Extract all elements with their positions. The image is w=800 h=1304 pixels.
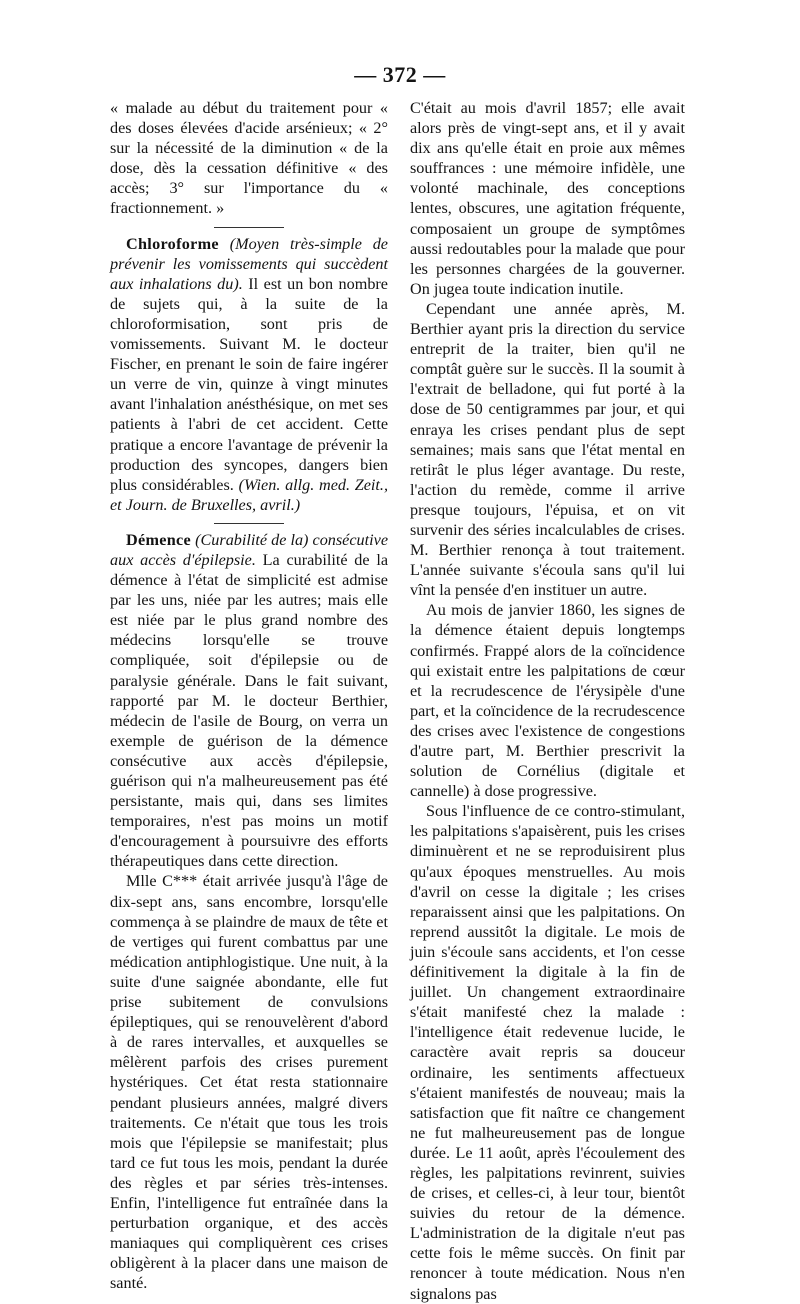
paragraph: C'était au mois d'avril 1857; elle avait alors près de vingt-sept ans, et il y avait dix ans qu'elle était en proie aux mêmes souffrances : une mémoire infidèle, une volonté machinale, des conceptions lentes, obscures, une agitation fréquente, composaient un groupe de symptômes aussi redoutables pour la malade que pour les personnes chargées de la gouverner. On jugea toute indication inutile. [410,99,685,298]
case-paragraph: Mlle C*** était arrivée jusqu'à l'âge de dix-sept ans, sans encombre, lorsqu'elle commença à se plaindre de maux de tête et de vertiges qui furent combattus par une médication antiphlogistique. Une nuit, à la suite d'une saignée abondante, elle fut prise subitement de convulsions épileptiques, qui se renouvelèrent d'abord à de rares intervalles, et auxquelles se mêlèrent parfois des crises purement hystériques. Cet état resta stationnaire pendant plusieurs années, malgré divers traitements. Ce n'était que tous les trois mois que l'épilepsie se manifestait; plus tard ce fut tous les mois, pendant la durée des règles et par séries très-intenses. Enfin, l'intelligence fut entraînée dans la perturbation organique, et des accès maniaques qui compliquèrent ces crises obligèrent à la placer dans une maison de santé. [110,872,388,1293]
paragraph: Au mois de janvier 1860, les signes de la démence étaient depuis longtemps confirmés. Frappé alors de la coïncidence qui existait entre les palpitations de cœur et la recrudescence de l'érysipèle d'une part, et la coïncidence de la recrudescence des crises avec l'existence de congestions d'autre part, M. Berthier prescrivit la solution de Cornélius (digitale et cannelle) à dose progressive. [410,601,685,801]
section-heading: Chloroforme [126,234,219,253]
section-chloroforme [110,234,388,515]
section-divider [214,523,284,524]
section-demence [110,530,388,872]
section-heading: Démence [126,530,192,549]
source-citation: (Wien. allg. med. Zeit., et Journ. de Bruxelles, avril.) [110,475,389,514]
section-body: La curabilité de la démence à l'état de simplicité est admise par les uns, niée par les autres; mais elle est niée par le plus grand nombre des médecins lorsqu'elle se trouve compliquée, soit d'épilepsie ou de paralysie générale. Dans le fait suivant, rapporté par M. le docteur Berthier, médecin de l'asile de Bourg, on verra un exemple de guérison de la démence consécutive aux accès d'épilepsie, guérison qui n'a malheureusement pas été persistante, mais qui, dans ses limites temporaires, n'est pas moins un motif d'encouragement à poursuivre des efforts thérapeutiques dans cette direction. [110,550,388,871]
right-column [410,98,685,1304]
page-number: — 372 — [354,62,446,87]
quote-text: « malade au début du traitement pour « des doses élevées d'acide arsénieux; « 2° sur la nécessité de la diminution « de la dose, dès la cessation définitive « des accès; 3° sur l'importance du « fractionnement. » [110,99,388,218]
section-divider [214,227,284,228]
paragraph: Cependant une année après, M. Berthier ayant pris la direction du service entreprit de la traiter, bien qu'il ne comptât guère sur le succès. Il la soumit à l'extrait de belladone, qui fut porté à la dose de 50 centigrammes par jour, et qui enraya les crises pendant plus de sept semaines; mais sans que l'état mental en retirât le plus léger avantage. Du reste, l'action du remède, comme il arrive presque toujours, l'épuisa, et on vit survenir des séries incalculables de crises. M. Berthier renonça à tout traitement. L'année suivante s'écoula sans qu'il lui vînt la pensée d'en instituer un autre. [410,299,685,600]
section-subtitle: (Moyen très-simple de prévenir les vomissements qui succèdent aux inhalations du). [110,234,388,293]
paragraph: Sous l'influence de ce contro-stimulant, les palpitations s'apaisèrent, puis les crises diminuèrent et ne se reproduisirent plus qu'aux époques menstruelles. Au mois d'avril on cesse la digitale ; les crises reparaissent ainsi que les palpitations. On reprend aussitôt la digitale. Le mois de juin s'écoule sans accidents, et l'on cesse définitivement la digitale à la fin de juillet. Un changement extraordinaire s'était manifesté chez la malade : l'intelligence était redevenue lucide, le caractère avait repris sa douceur ordinaire, les sentiments affectueux s'étaient manifestés de nouveau; mais la satisfaction que fit naître ce changement ne fut malheureusement pas de longue durée. Le 11 août, après l'écoulement des règles, les palpitations revinrent, suivies de crises, et celles-ci, à leur tour, bientôt suivies du retour de la démence. L'administration de la digitale n'eut pas cette fois le même succès. On finit par renoncer à toute médication. Nous n'en signalons pas [410,802,685,1303]
left-column [110,98,388,1293]
section-subtitle: (Curabilité de la) consécutive aux accès d'épilepsie. [110,530,389,569]
section-body: Il est un bon nombre de sujets qui, à la suite de la chloroformisation, sont pris de vomissements. Suivant M. le docteur Fischer, en prenant le soin de faire ingérer un verre de vin, quinze à vingt minutes avant l'inhalation anésthésique, on met ses patients à l'abri de cet accident. Cette pratique a encore l'avantage de prévenir la production des syncopes, dangers bien plus considérables. [110,274,388,494]
